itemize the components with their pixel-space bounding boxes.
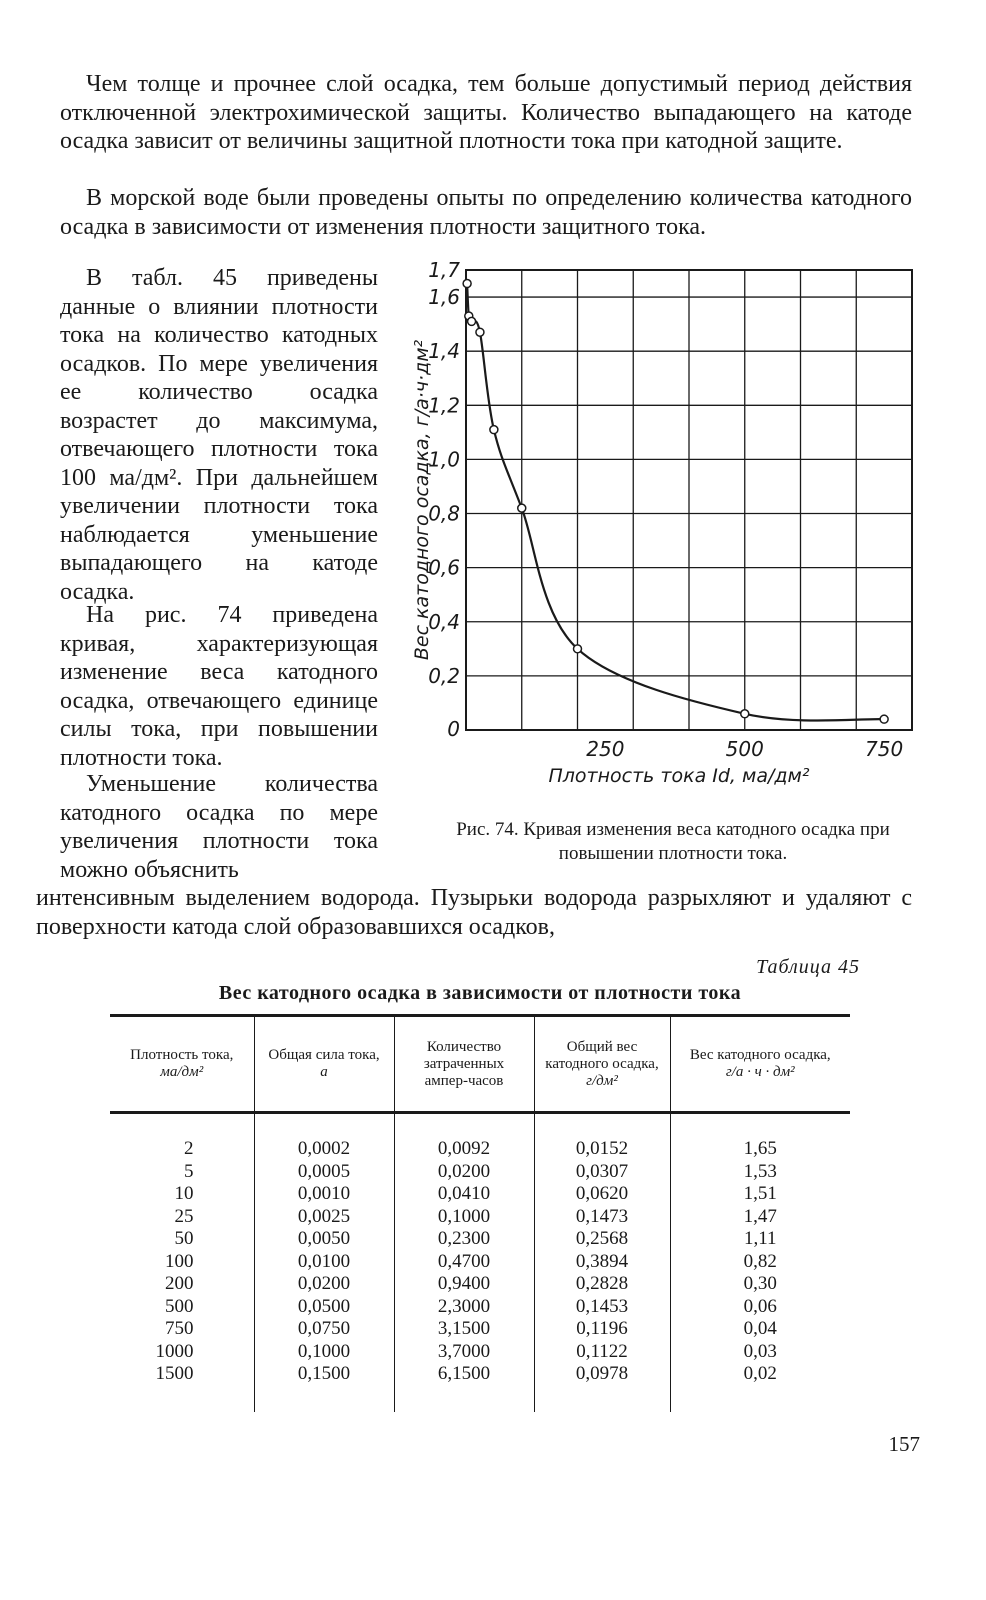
table-cell: 200	[165, 1273, 194, 1294]
table-cell: 500	[165, 1295, 194, 1317]
table-row	[110, 1318, 850, 1341]
x-tick-labels	[586, 737, 903, 761]
figure-caption: Рис. 74. Кривая изменения веса катодного осадка при повышении плотности тока.	[456, 819, 890, 864]
table-cell: 0,1122	[534, 1341, 670, 1364]
table-cell: 0,0005	[254, 1161, 394, 1184]
x-tick-label: 750	[865, 737, 904, 761]
y-tick-label: 0,8	[428, 501, 460, 526]
x-tick-label: 500	[725, 737, 764, 761]
table-cell: 0,2300	[394, 1228, 534, 1251]
table-cell: 0,0410	[394, 1183, 534, 1206]
table-cell: 10	[174, 1183, 194, 1204]
table-cell: 0,03	[670, 1341, 850, 1364]
table-cell: 25	[174, 1205, 194, 1227]
series-line	[467, 284, 884, 721]
table-row	[110, 1341, 850, 1364]
header-amp-hours: Количество затраченных ампер-часов	[394, 1016, 534, 1113]
table-cell: 3,7000	[394, 1341, 534, 1364]
data-point	[880, 715, 888, 723]
data-point	[463, 280, 471, 288]
table-title: Вес катодного осадка в зависимости от плотности тока	[218, 982, 742, 1004]
data-point	[468, 317, 476, 325]
paragraph-5: Уменьшение количества катодного осадка по мере увеличения плотности тока можно объяснить	[60, 771, 378, 883]
figure-74	[410, 258, 930, 802]
table-cell: 1,65	[670, 1138, 850, 1161]
table-cell: 5	[184, 1160, 194, 1182]
y-tick-label: 1,0	[428, 447, 460, 472]
table-row	[110, 1251, 850, 1274]
data-point	[741, 710, 749, 718]
table-cell: 0,0025	[254, 1206, 394, 1229]
table-cell: 0,02	[670, 1363, 850, 1412]
table-cell: 0,1473	[534, 1206, 670, 1229]
table-cell: 0,0620	[534, 1183, 670, 1206]
paragraph-1: Чем толще и прочнее слой осадка, тем больше допустимый период действия отключенной электрохимической защиты. Количество выпадающего на катоде осадка зависит от величины защитной плотности тока при катодной защите.	[60, 71, 912, 154]
table-cell: 0,3894	[534, 1251, 670, 1274]
table-cell: 0,04	[670, 1318, 850, 1341]
table-cell: 6,1500	[394, 1363, 534, 1412]
y-tick-label: 0,2	[428, 663, 460, 688]
table-cell: 0,06	[670, 1296, 850, 1319]
table-cell: 0,0092	[394, 1138, 534, 1161]
data-point	[518, 504, 526, 512]
table-cell: 0,1453	[534, 1296, 670, 1319]
table-row	[110, 1228, 850, 1251]
table-cell: 50	[174, 1228, 194, 1249]
table-header-row	[110, 1016, 850, 1113]
table-cell: 0,1000	[254, 1341, 394, 1364]
table-cell: 1,11	[670, 1228, 850, 1251]
table-cell: 1,47	[670, 1206, 850, 1229]
header-total-weight: Общий вес катодного осадка, г/дм²	[534, 1016, 670, 1113]
table-cell: 0,0978	[534, 1363, 670, 1412]
table-cell: 2	[184, 1138, 194, 1159]
header-current: Общая сила тока, а	[254, 1016, 394, 1113]
table-cell: 0,0010	[254, 1183, 394, 1206]
table-cell: 1500	[155, 1363, 194, 1384]
table-cell: 1000	[155, 1340, 194, 1362]
table-cell: 0,2568	[534, 1228, 670, 1251]
header-density: Плотность тока, ма/дм²	[110, 1016, 254, 1113]
page-number: 157	[888, 1432, 920, 1456]
table-cell: 0,1196	[534, 1318, 670, 1341]
table-cell: 3,1500	[394, 1318, 534, 1341]
table-cell: 0,2828	[534, 1273, 670, 1296]
table-cell: 1,53	[670, 1161, 850, 1184]
y-axis-label: Вес катодного осадка, г/а·ч·дм²	[411, 339, 433, 661]
table-row	[110, 1296, 850, 1319]
table-cell: 1,51	[670, 1183, 850, 1206]
chart-curve-layer	[467, 284, 884, 721]
table-row	[110, 1183, 850, 1206]
density-curve-chart	[410, 258, 930, 802]
y-tick-label: 0	[447, 717, 460, 741]
y-tick-label: 1,6	[428, 285, 460, 310]
table-spacer-row	[110, 1113, 850, 1139]
data-point	[476, 328, 484, 336]
table-cell: 0,82	[670, 1251, 850, 1274]
y-tick-label: 0,6	[428, 555, 460, 580]
table-cell: 0,0200	[394, 1161, 534, 1184]
y-tick-label: 1,7	[428, 258, 460, 282]
table-cell: 0,0100	[254, 1251, 394, 1274]
table-cell: 2,3000	[394, 1296, 534, 1319]
table-row	[110, 1206, 850, 1229]
table-cell: 0,0050	[254, 1228, 394, 1251]
table-cell: 750	[165, 1318, 194, 1339]
chart-points-layer	[463, 280, 888, 724]
table-cell: 0,1000	[394, 1206, 534, 1229]
table-cell: 0,0152	[534, 1138, 670, 1161]
paragraph-2: В морской воде были проведены опыты по определению количества катодного осадка в зависимости от изменения плотности защитного тока.	[60, 185, 912, 240]
data-point	[574, 645, 582, 653]
table-cell: 0,30	[670, 1273, 850, 1296]
table-cell: 0,9400	[394, 1273, 534, 1296]
table-cell: 100	[165, 1250, 194, 1272]
data-point	[490, 426, 498, 434]
table-cell: 0,0307	[534, 1161, 670, 1184]
paragraph-6: интенсивным выделением водорода. Пузырьки водорода разрыхляют и удаляют с поверхности катода слой образовавшихся осадков,	[36, 885, 912, 940]
y-tick-label: 1,4	[428, 339, 460, 364]
table-row	[110, 1273, 850, 1296]
table-cell: 0,0002	[254, 1138, 394, 1161]
table-row	[110, 1138, 850, 1161]
x-tick-label: 250	[586, 737, 625, 761]
table-row	[110, 1363, 850, 1412]
table-cell: 0,0200	[254, 1273, 394, 1296]
paragraph-3: В табл. 45 приведены данные о влиянии плотности тока на количество катодных осадков. По мере увеличения ее количество осадка возрастет до максимума, отвечающего плотности тока 100 ма/дм². При дальнейшем увеличении плотности тока наблюдается уменьшение выпадающего на катоде осадка.	[60, 265, 378, 605]
y-tick-label: 0,4	[428, 609, 460, 634]
paragraph-4: На рис. 74 приведена кривая, характеризующая изменение веса катодного осадка, отвечающего единице силы тока, при повышении плотности тока.	[60, 602, 378, 771]
table-cell: 0,1500	[254, 1363, 394, 1412]
x-axis-label: Плотность тока Id, ма/дм²	[548, 765, 810, 787]
y-tick-label: 1,2	[428, 393, 460, 418]
table-label: Таблица 45	[756, 956, 860, 978]
table-cell: 0,0750	[254, 1318, 394, 1341]
table-cell: 0,4700	[394, 1251, 534, 1274]
data-table	[110, 1014, 850, 1412]
header-unit-weight: Вес катодного осадка, г/а · ч · дм²	[670, 1016, 850, 1113]
table-row	[110, 1161, 850, 1184]
chart-grid	[466, 270, 912, 730]
table-cell: 0,0500	[254, 1296, 394, 1319]
